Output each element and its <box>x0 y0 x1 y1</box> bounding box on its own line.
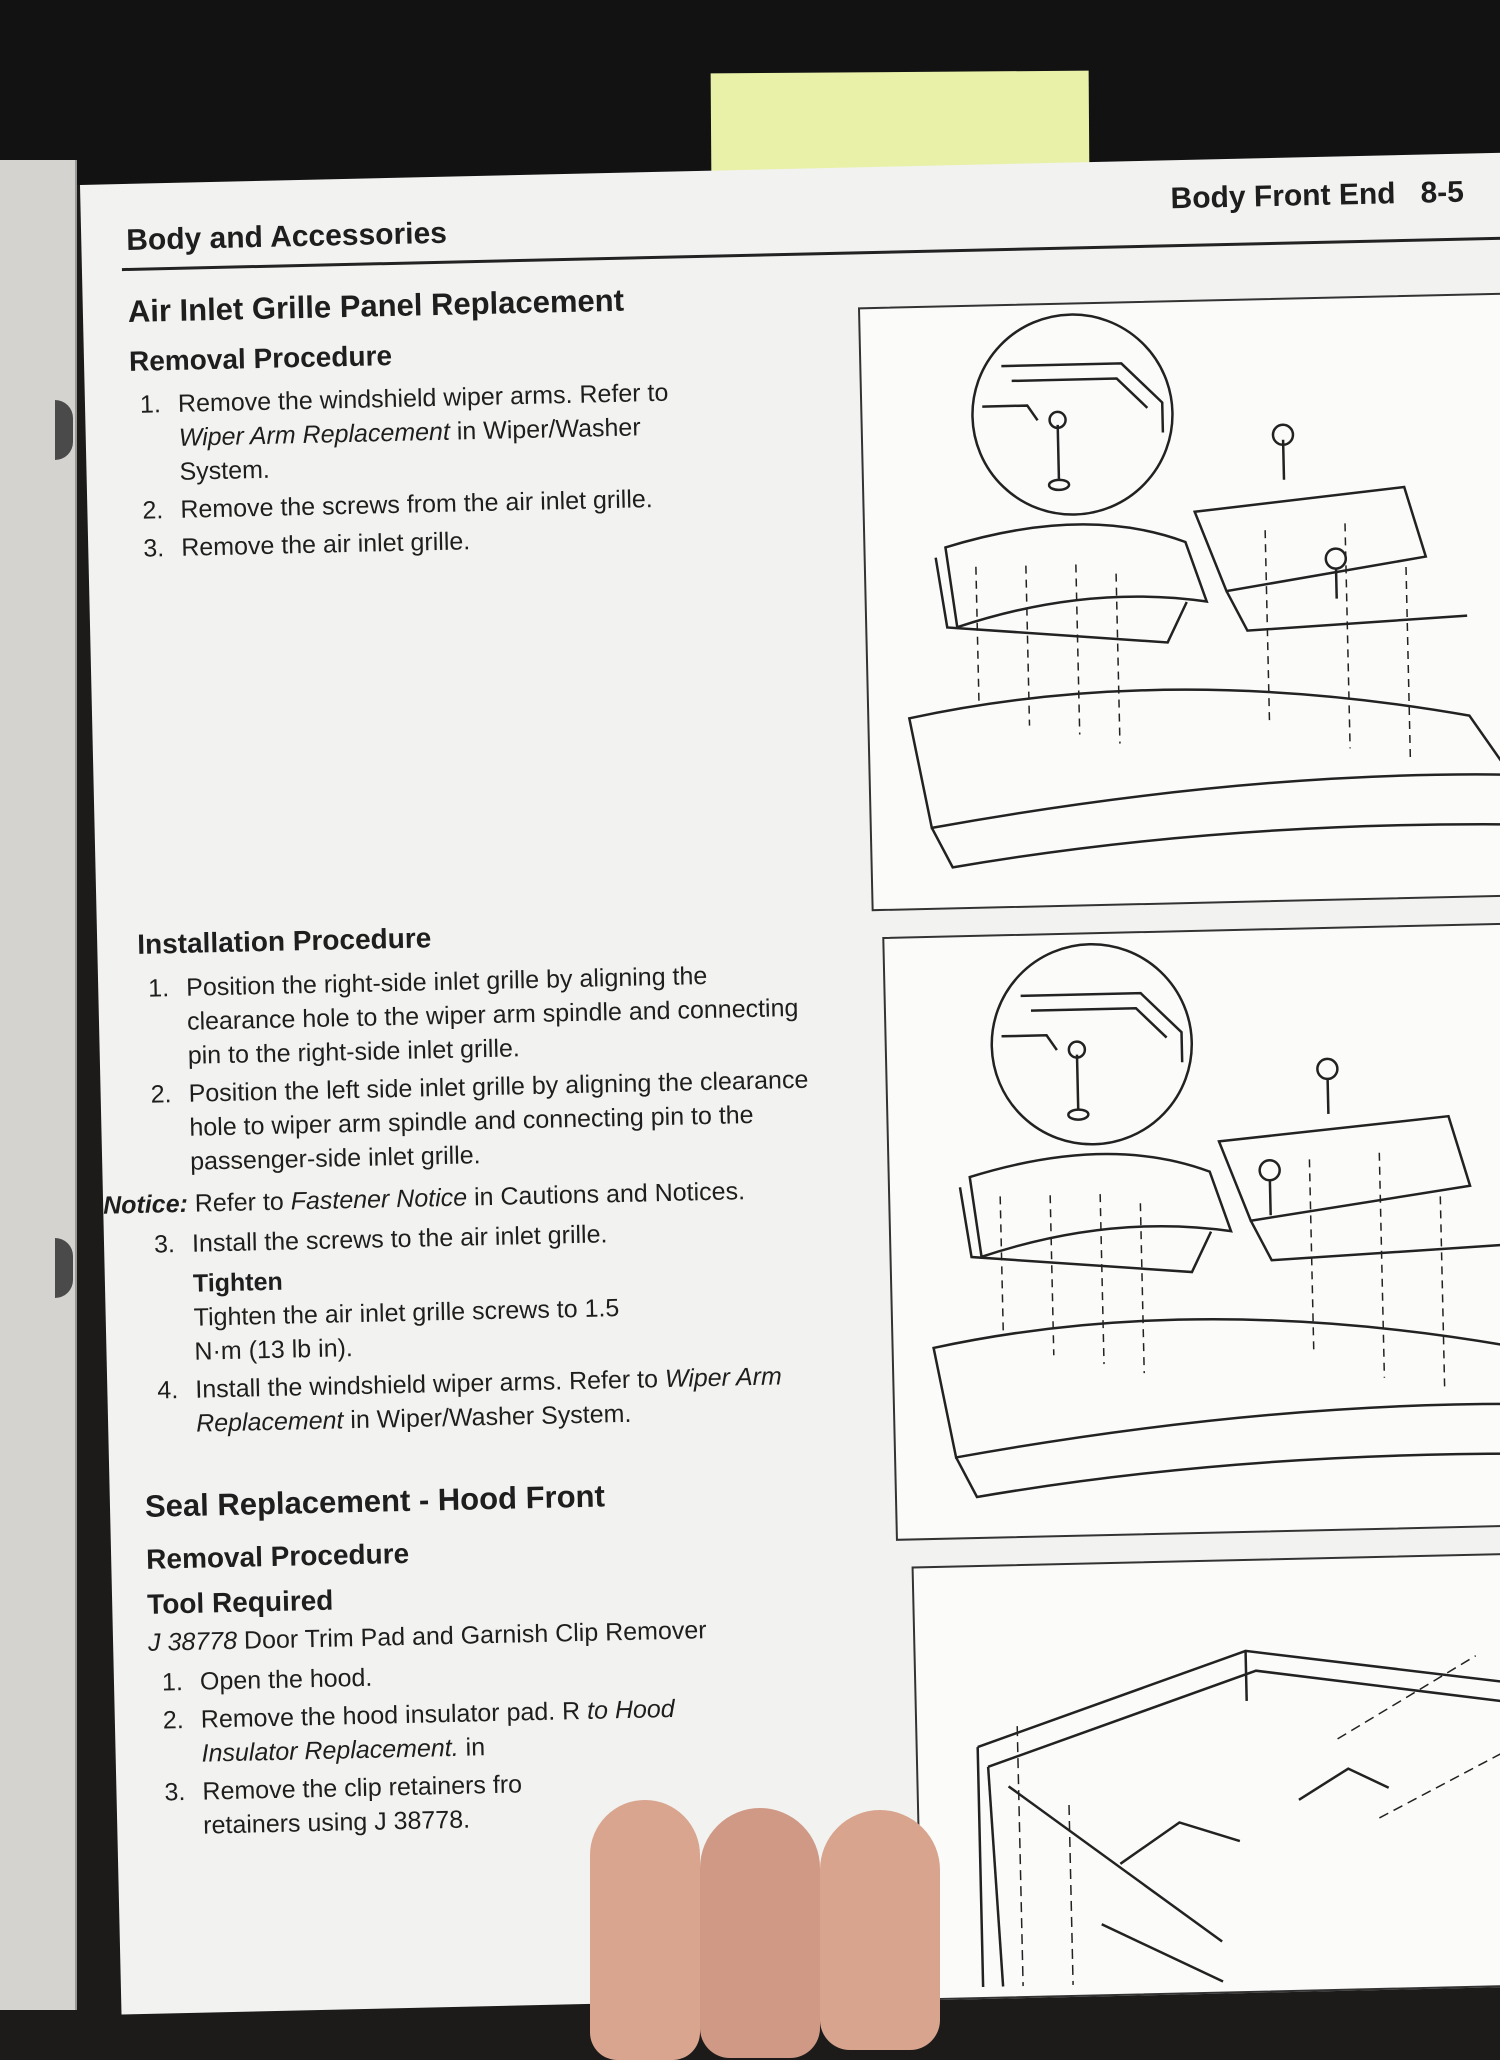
notice-text: in Cautions and Notices. <box>466 1177 746 1212</box>
finger <box>700 1808 820 2058</box>
step-text: Open the hood. <box>199 1663 373 1696</box>
binder-tab <box>55 400 73 460</box>
step-number: 1. <box>147 974 170 1003</box>
removal-heading: Removal Procedure <box>128 339 393 377</box>
tool-name: Door Trim Pad and Garnish Clip Remover <box>236 1616 707 1655</box>
sticky-note <box>711 71 1090 179</box>
binder-tab <box>55 1238 73 1298</box>
step-text: Position the left side inlet grille by aligning the clearance hole to wiper arm spindle and connecting pin to the passenger-side inlet grille. <box>188 1065 809 1176</box>
tool-number: J 38778 <box>147 1626 238 1657</box>
step-text: Remove the windshield wiper arms. Refer to <box>177 378 669 418</box>
installation-steps <box>102 957 819 1446</box>
step-number: 1. <box>161 1668 184 1697</box>
step-number: 2. <box>162 1706 185 1735</box>
step-text: Remove the air inlet grille. <box>180 527 471 562</box>
step-number: 3. <box>164 1778 186 1807</box>
step-reference: Insulator Replacement. <box>201 1733 459 1768</box>
step-text: Remove the hood insulator pad. R <box>200 1697 581 1734</box>
hood-seal-illustration <box>914 1553 1500 1999</box>
installation-figure <box>882 921 1500 1541</box>
chapter-header <box>1170 176 1464 217</box>
installation-step <box>157 1359 818 1442</box>
page-number: 8-5 <box>1420 175 1465 210</box>
step-text: retainers using J 38778. <box>202 1805 471 1840</box>
step-reference: Wiper Arm Replacement <box>178 417 451 452</box>
step-text: in Wiper/Washer System. <box>179 413 641 486</box>
removal-steps <box>140 374 734 569</box>
step-reference: Wiper Arm Replacement <box>195 1362 783 1438</box>
installation-step <box>148 957 810 1074</box>
tool-required-label: Tool Required <box>146 1584 334 1620</box>
step-text: Install the screws to the air inlet grille. <box>191 1220 608 1258</box>
step-text: Position the right-side inlet grille by aligning the clearance hole to the wiper arm spindle and connecting pin to the right-side inlet grille. <box>185 961 799 1070</box>
step-reference: to Hood <box>586 1694 675 1725</box>
chapter-title: Body Front End <box>1170 177 1396 216</box>
removal-figure <box>858 291 1500 911</box>
tighten-block <box>155 1256 665 1369</box>
tighten-label: Tighten <box>192 1267 284 1298</box>
removal-step <box>140 374 732 489</box>
installation-step <box>150 1063 812 1180</box>
step-text: Remove the screws from the air inlet grille. <box>180 485 653 524</box>
installation-heading: Installation Procedure <box>136 922 432 960</box>
grille-installation-illustration <box>884 923 1500 1539</box>
notice-label: Notice: <box>102 1189 189 1220</box>
thumb <box>590 1800 700 2060</box>
step-text: in <box>465 1733 486 1762</box>
grille-removal-illustration <box>860 293 1500 909</box>
notice-text: Refer to <box>187 1187 291 1218</box>
manual-page <box>80 152 1500 2014</box>
step-number: 3. <box>142 534 165 563</box>
step-number: 1. <box>139 390 162 419</box>
step-number: 2. <box>150 1080 172 1109</box>
notice-reference: Fastener Notice <box>290 1183 468 1216</box>
seal-step <box>162 1688 863 1772</box>
seal-figure <box>912 1551 1500 2001</box>
step-text: Remove the clip retainers fro <box>202 1770 523 1806</box>
step-text: in Wiper/Washer System. <box>343 1399 632 1435</box>
step-number: 2. <box>142 496 164 525</box>
installation-step <box>154 1213 815 1262</box>
finger <box>820 1810 940 2050</box>
tighten-text: Tighten the air inlet grille screws to 1.5 N·m (13 lb in). <box>193 1294 620 1366</box>
step-number: 3. <box>153 1230 176 1259</box>
section-header: Body and Accessories <box>125 216 448 257</box>
step-text: Install the windshield wiper arms. Refer to <box>195 1365 666 1404</box>
air-inlet-title: Air Inlet Grille Panel Replacement <box>127 282 625 329</box>
step-number: 4. <box>157 1376 179 1405</box>
seal-removal-heading: Removal Procedure <box>145 1537 410 1575</box>
seal-title: Seal Replacement - Hood Front <box>144 1478 606 1524</box>
